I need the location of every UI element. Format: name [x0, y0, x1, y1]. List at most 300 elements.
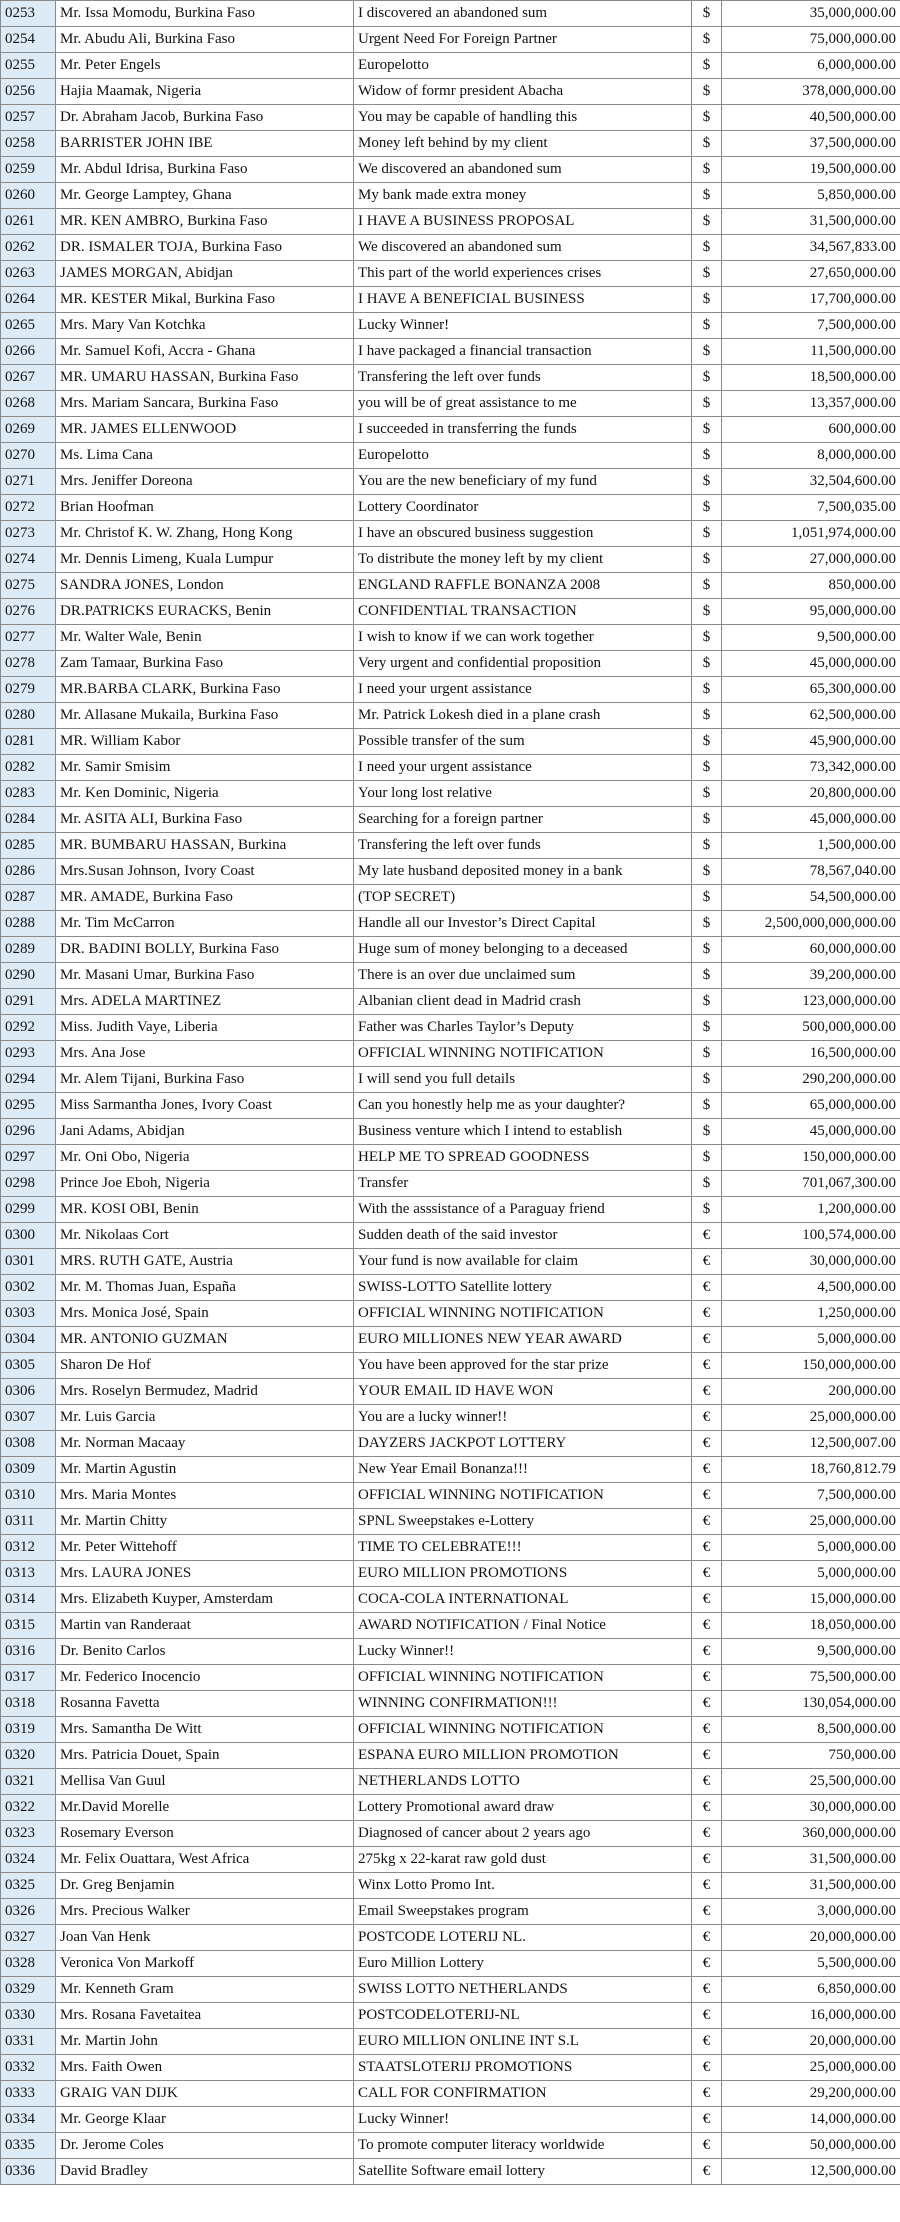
amount-cell: 850,000.00	[722, 573, 900, 599]
subject-cell: Lottery Promotional award draw	[354, 1795, 692, 1821]
subject-cell: YOUR EMAIL ID HAVE WON	[354, 1379, 692, 1405]
amount-cell: 50,000,000.00	[722, 2133, 900, 2159]
subject-cell: Email Sweepstakes program	[354, 1899, 692, 1925]
table-row	[1, 79, 900, 105]
amount-cell: 75,000,000.00	[722, 27, 900, 53]
amount-cell: 123,000,000.00	[722, 989, 900, 1015]
row-id-cell: 0298	[1, 1171, 56, 1197]
amount-cell: 39,200,000.00	[722, 963, 900, 989]
row-id-cell: 0273	[1, 521, 56, 547]
table-body	[1, 1, 900, 2185]
amount-cell: 500,000,000.00	[722, 1015, 900, 1041]
currency-cell: $	[692, 963, 722, 989]
subject-cell: Business venture which I intend to establish	[354, 1119, 692, 1145]
subject-cell: POSTCODELOTERIJ-NL	[354, 2003, 692, 2029]
currency-cell: $	[692, 131, 722, 157]
sender-name-cell: Zam Tamaar, Burkina Faso	[56, 651, 354, 677]
amount-cell: 12,500,000.00	[722, 2159, 900, 2185]
table-row	[1, 1353, 900, 1379]
currency-cell: $	[692, 521, 722, 547]
sender-name-cell: Mr. Dennis Limeng, Kuala Lumpur	[56, 547, 354, 573]
table-row	[1, 833, 900, 859]
amount-cell: 750,000.00	[722, 1743, 900, 1769]
amount-cell: 20,800,000.00	[722, 781, 900, 807]
amount-cell: 1,051,974,000.00	[722, 521, 900, 547]
table-row	[1, 1093, 900, 1119]
row-id-cell: 0284	[1, 807, 56, 833]
currency-cell: €	[692, 1691, 722, 1717]
table-row	[1, 781, 900, 807]
row-id-cell: 0334	[1, 2107, 56, 2133]
sender-name-cell: Mr. George Lamptey, Ghana	[56, 183, 354, 209]
table-row	[1, 1431, 900, 1457]
sender-name-cell: SANDRA JONES, London	[56, 573, 354, 599]
table-row	[1, 2107, 900, 2133]
sender-name-cell: Mr. Christof K. W. Zhang, Hong Kong	[56, 521, 354, 547]
row-id-cell: 0281	[1, 729, 56, 755]
amount-cell: 8,000,000.00	[722, 443, 900, 469]
row-id-cell: 0306	[1, 1379, 56, 1405]
currency-cell: $	[692, 365, 722, 391]
row-id-cell: 0253	[1, 1, 56, 27]
amount-cell: 65,000,000.00	[722, 1093, 900, 1119]
currency-cell: €	[692, 2133, 722, 2159]
subject-cell: We discovered an abandoned sum	[354, 157, 692, 183]
currency-cell: $	[692, 1197, 722, 1223]
currency-cell: $	[692, 677, 722, 703]
sender-name-cell: Mrs. Mary Van Kotchka	[56, 313, 354, 339]
table-row	[1, 1899, 900, 1925]
subject-cell: I discovered an abandoned sum	[354, 1, 692, 27]
table-row	[1, 1847, 900, 1873]
row-id-cell: 0327	[1, 1925, 56, 1951]
table-row	[1, 1067, 900, 1093]
subject-cell: ENGLAND RAFFLE BONANZA 2008	[354, 573, 692, 599]
sender-name-cell: Mr. Walter Wale, Benin	[56, 625, 354, 651]
sender-name-cell: Jani Adams, Abidjan	[56, 1119, 354, 1145]
sender-name-cell: MR. ANTONIO GUZMAN	[56, 1327, 354, 1353]
subject-cell: I will send you full details	[354, 1067, 692, 1093]
amount-cell: 25,500,000.00	[722, 1769, 900, 1795]
sender-name-cell: Mrs. Rosana Favetaitea	[56, 2003, 354, 2029]
sender-name-cell: Mrs. Samantha De Witt	[56, 1717, 354, 1743]
amount-cell: 701,067,300.00	[722, 1171, 900, 1197]
row-id-cell: 0318	[1, 1691, 56, 1717]
sender-name-cell: Mr. Peter Engels	[56, 53, 354, 79]
sender-name-cell: Mr. Martin John	[56, 2029, 354, 2055]
sender-name-cell: Mrs. Roselyn Bermudez, Madrid	[56, 1379, 354, 1405]
table-row	[1, 1457, 900, 1483]
table-row	[1, 1769, 900, 1795]
currency-cell: €	[692, 2003, 722, 2029]
currency-cell: $	[692, 781, 722, 807]
sender-name-cell: Mr. ASITA ALI, Burkina Faso	[56, 807, 354, 833]
sender-name-cell: Prince Joe Eboh, Nigeria	[56, 1171, 354, 1197]
currency-cell: €	[692, 1873, 722, 1899]
currency-cell: €	[692, 1223, 722, 1249]
row-id-cell: 0325	[1, 1873, 56, 1899]
currency-cell: $	[692, 53, 722, 79]
table-row	[1, 209, 900, 235]
table-row	[1, 1795, 900, 1821]
table-row	[1, 703, 900, 729]
row-id-cell: 0291	[1, 989, 56, 1015]
table-row	[1, 2055, 900, 2081]
currency-cell: €	[692, 1431, 722, 1457]
row-id-cell: 0268	[1, 391, 56, 417]
table-row	[1, 1665, 900, 1691]
row-id-cell: 0307	[1, 1405, 56, 1431]
sender-name-cell: Joan Van Henk	[56, 1925, 354, 1951]
currency-cell: €	[692, 1353, 722, 1379]
currency-cell: €	[692, 2159, 722, 2185]
row-id-cell: 0265	[1, 313, 56, 339]
row-id-cell: 0328	[1, 1951, 56, 1977]
row-id-cell: 0257	[1, 105, 56, 131]
table-row	[1, 1925, 900, 1951]
currency-cell: €	[692, 1405, 722, 1431]
amount-cell: 78,567,040.00	[722, 859, 900, 885]
table-row	[1, 547, 900, 573]
row-id-cell: 0300	[1, 1223, 56, 1249]
table-row	[1, 1509, 900, 1535]
subject-cell: OFFICIAL WINNING NOTIFICATION	[354, 1041, 692, 1067]
amount-cell: 95,000,000.00	[722, 599, 900, 625]
table-row	[1, 339, 900, 365]
currency-cell: $	[692, 833, 722, 859]
table-row	[1, 2081, 900, 2107]
currency-cell: $	[692, 313, 722, 339]
currency-cell: $	[692, 989, 722, 1015]
subject-cell: OFFICIAL WINNING NOTIFICATION	[354, 1301, 692, 1327]
amount-cell: 8,500,000.00	[722, 1717, 900, 1743]
sender-name-cell: Veronica Von Markoff	[56, 1951, 354, 1977]
table-row	[1, 469, 900, 495]
subject-cell: Possible transfer of the sum	[354, 729, 692, 755]
amount-cell: 31,500,000.00	[722, 1873, 900, 1899]
currency-cell: $	[692, 339, 722, 365]
row-id-cell: 0256	[1, 79, 56, 105]
sender-name-cell: Sharon De Hof	[56, 1353, 354, 1379]
sender-name-cell: MR. KEN AMBRO, Burkina Faso	[56, 209, 354, 235]
subject-cell: To promote computer literacy worldwide	[354, 2133, 692, 2159]
currency-cell: €	[692, 1587, 722, 1613]
row-id-cell: 0277	[1, 625, 56, 651]
row-id-cell: 0317	[1, 1665, 56, 1691]
currency-cell: $	[692, 1041, 722, 1067]
currency-cell: €	[692, 2107, 722, 2133]
subject-cell: CONFIDENTIAL TRANSACTION	[354, 599, 692, 625]
subject-cell: Satellite Software email lottery	[354, 2159, 692, 2185]
amount-cell: 18,050,000.00	[722, 1613, 900, 1639]
subject-cell: Transfering the left over funds	[354, 365, 692, 391]
row-id-cell: 0322	[1, 1795, 56, 1821]
subject-cell: Europelotto	[354, 443, 692, 469]
currency-cell: $	[692, 1093, 722, 1119]
amount-cell: 11,500,000.00	[722, 339, 900, 365]
amount-cell: 34,567,833.00	[722, 235, 900, 261]
currency-cell: $	[692, 885, 722, 911]
row-id-cell: 0315	[1, 1613, 56, 1639]
subject-cell: My bank made extra money	[354, 183, 692, 209]
row-id-cell: 0262	[1, 235, 56, 261]
amount-cell: 200,000.00	[722, 1379, 900, 1405]
subject-cell: DAYZERS JACKPOT LOTTERY	[354, 1431, 692, 1457]
currency-cell: €	[692, 2081, 722, 2107]
currency-cell: $	[692, 1, 722, 27]
sender-name-cell: Mr. M. Thomas Juan, España	[56, 1275, 354, 1301]
currency-cell: €	[692, 1743, 722, 1769]
sender-name-cell: BARRISTER JOHN IBE	[56, 131, 354, 157]
subject-cell: I HAVE A BUSINESS PROPOSAL	[354, 209, 692, 235]
sender-name-cell: Mrs. Faith Owen	[56, 2055, 354, 2081]
currency-cell: €	[692, 1639, 722, 1665]
amount-cell: 600,000.00	[722, 417, 900, 443]
table-row	[1, 989, 900, 1015]
currency-cell: $	[692, 391, 722, 417]
row-id-cell: 0333	[1, 2081, 56, 2107]
table-row	[1, 1275, 900, 1301]
amount-cell: 45,000,000.00	[722, 1119, 900, 1145]
amount-cell: 15,000,000.00	[722, 1587, 900, 1613]
sender-name-cell: Mr. Samuel Kofi, Accra - Ghana	[56, 339, 354, 365]
amount-cell: 14,000,000.00	[722, 2107, 900, 2133]
amount-cell: 35,000,000.00	[722, 1, 900, 27]
row-id-cell: 0293	[1, 1041, 56, 1067]
row-id-cell: 0310	[1, 1483, 56, 1509]
subject-cell: Widow of formr president Abacha	[354, 79, 692, 105]
amount-cell: 7,500,000.00	[722, 1483, 900, 1509]
amount-cell: 37,500,000.00	[722, 131, 900, 157]
subject-cell: Mr. Patrick Lokesh died in a plane crash	[354, 703, 692, 729]
amount-cell: 40,500,000.00	[722, 105, 900, 131]
subject-cell: I need your urgent assistance	[354, 755, 692, 781]
table-row	[1, 1587, 900, 1613]
currency-cell: $	[692, 625, 722, 651]
row-id-cell: 0294	[1, 1067, 56, 1093]
table-row	[1, 391, 900, 417]
sender-name-cell: Martin van Randeraat	[56, 1613, 354, 1639]
table-row	[1, 1405, 900, 1431]
sender-name-cell: MR. KESTER Mikal, Burkina Faso	[56, 287, 354, 313]
row-id-cell: 0279	[1, 677, 56, 703]
amount-cell: 30,000,000.00	[722, 1795, 900, 1821]
currency-cell: €	[692, 1561, 722, 1587]
sender-name-cell: DR. BADINI BOLLY, Burkina Faso	[56, 937, 354, 963]
currency-cell: $	[692, 235, 722, 261]
amount-cell: 29,200,000.00	[722, 2081, 900, 2107]
currency-cell: $	[692, 209, 722, 235]
currency-cell: €	[692, 1977, 722, 2003]
amount-cell: 27,650,000.00	[722, 261, 900, 287]
row-id-cell: 0330	[1, 2003, 56, 2029]
subject-cell: Europelotto	[354, 53, 692, 79]
sender-name-cell: MR.BARBA CLARK, Burkina Faso	[56, 677, 354, 703]
sender-name-cell: Mr. Abdul Idrisa, Burkina Faso	[56, 157, 354, 183]
sender-name-cell: David Bradley	[56, 2159, 354, 2185]
currency-cell: $	[692, 417, 722, 443]
amount-cell: 360,000,000.00	[722, 1821, 900, 1847]
subject-cell: EURO MILLION ONLINE INT S.L	[354, 2029, 692, 2055]
table-row	[1, 1873, 900, 1899]
currency-cell: $	[692, 911, 722, 937]
sender-name-cell: Rosemary Everson	[56, 1821, 354, 1847]
sender-name-cell: Mr.David Morelle	[56, 1795, 354, 1821]
currency-cell: $	[692, 443, 722, 469]
row-id-cell: 0336	[1, 2159, 56, 2185]
amount-cell: 9,500,000.00	[722, 1639, 900, 1665]
currency-cell: €	[692, 1769, 722, 1795]
amount-cell: 1,200,000.00	[722, 1197, 900, 1223]
subject-cell: I succeeded in transferring the funds	[354, 417, 692, 443]
subject-cell: OFFICIAL WINNING NOTIFICATION	[354, 1717, 692, 1743]
table-row	[1, 1483, 900, 1509]
currency-cell: €	[692, 1795, 722, 1821]
table-row	[1, 1379, 900, 1405]
row-id-cell: 0286	[1, 859, 56, 885]
row-id-cell: 0274	[1, 547, 56, 573]
table-row	[1, 963, 900, 989]
subject-cell: I have packaged a financial transaction	[354, 339, 692, 365]
row-id-cell: 0324	[1, 1847, 56, 1873]
amount-cell: 7,500,035.00	[722, 495, 900, 521]
sender-name-cell: MR. UMARU HASSAN, Burkina Faso	[56, 365, 354, 391]
row-id-cell: 0321	[1, 1769, 56, 1795]
amount-cell: 65,300,000.00	[722, 677, 900, 703]
sender-name-cell: Mr. Masani Umar, Burkina Faso	[56, 963, 354, 989]
table-row	[1, 1743, 900, 1769]
amount-cell: 54,500,000.00	[722, 885, 900, 911]
currency-cell: $	[692, 105, 722, 131]
currency-cell: $	[692, 573, 722, 599]
amount-cell: 27,000,000.00	[722, 547, 900, 573]
sender-name-cell: Mrs. Monica José, Spain	[56, 1301, 354, 1327]
currency-cell: $	[692, 937, 722, 963]
table-row	[1, 573, 900, 599]
row-id-cell: 0280	[1, 703, 56, 729]
table-row	[1, 1301, 900, 1327]
currency-cell: $	[692, 79, 722, 105]
currency-cell: €	[692, 2055, 722, 2081]
amount-cell: 150,000,000.00	[722, 1145, 900, 1171]
subject-cell: Father was Charles Taylor’s Deputy	[354, 1015, 692, 1041]
table-row	[1, 313, 900, 339]
row-id-cell: 0297	[1, 1145, 56, 1171]
table-row	[1, 417, 900, 443]
amount-cell: 5,000,000.00	[722, 1535, 900, 1561]
amount-cell: 25,000,000.00	[722, 2055, 900, 2081]
row-id-cell: 0258	[1, 131, 56, 157]
table-row	[1, 1327, 900, 1353]
table-row	[1, 1197, 900, 1223]
amount-cell: 5,500,000.00	[722, 1951, 900, 1977]
table-row	[1, 651, 900, 677]
sender-name-cell: MR. JAMES ELLENWOOD	[56, 417, 354, 443]
amount-cell: 7,500,000.00	[722, 313, 900, 339]
row-id-cell: 0282	[1, 755, 56, 781]
sender-name-cell: Mrs. Maria Montes	[56, 1483, 354, 1509]
table-row	[1, 677, 900, 703]
row-id-cell: 0278	[1, 651, 56, 677]
subject-cell: SPNL Sweepstakes e-Lottery	[354, 1509, 692, 1535]
amount-cell: 16,500,000.00	[722, 1041, 900, 1067]
table-row	[1, 2159, 900, 2185]
subject-cell: Can you honestly help me as your daughter?	[354, 1093, 692, 1119]
sender-name-cell: Mr. Alem Tijani, Burkina Faso	[56, 1067, 354, 1093]
table-row	[1, 1171, 900, 1197]
amount-cell: 5,000,000.00	[722, 1327, 900, 1353]
subject-cell: Money left behind by my client	[354, 131, 692, 157]
row-id-cell: 0263	[1, 261, 56, 287]
sender-name-cell: MRS. RUTH GATE, Austria	[56, 1249, 354, 1275]
table-row	[1, 1613, 900, 1639]
table-row	[1, 1223, 900, 1249]
sender-name-cell: Mrs. ADELA MARTINEZ	[56, 989, 354, 1015]
row-id-cell: 0288	[1, 911, 56, 937]
amount-cell: 100,574,000.00	[722, 1223, 900, 1249]
currency-cell: $	[692, 1067, 722, 1093]
currency-cell: €	[692, 1457, 722, 1483]
amount-cell: 6,000,000.00	[722, 53, 900, 79]
currency-cell: €	[692, 1249, 722, 1275]
sender-name-cell: Mr. Oni Obo, Nigeria	[56, 1145, 354, 1171]
row-id-cell: 0304	[1, 1327, 56, 1353]
table-row	[1, 183, 900, 209]
subject-cell: Lucky Winner!	[354, 313, 692, 339]
table-row	[1, 53, 900, 79]
subject-cell: OFFICIAL WINNING NOTIFICATION	[354, 1665, 692, 1691]
row-id-cell: 0259	[1, 157, 56, 183]
sender-name-cell: MR. AMADE, Burkina Faso	[56, 885, 354, 911]
subject-cell: AWARD NOTIFICATION / Final Notice	[354, 1613, 692, 1639]
currency-cell: $	[692, 547, 722, 573]
table-row	[1, 1951, 900, 1977]
currency-cell: €	[692, 1899, 722, 1925]
amount-cell: 25,000,000.00	[722, 1509, 900, 1535]
row-id-cell: 0255	[1, 53, 56, 79]
row-id-cell: 0296	[1, 1119, 56, 1145]
currency-cell: €	[692, 2029, 722, 2055]
amount-cell: 12,500,007.00	[722, 1431, 900, 1457]
row-id-cell: 0260	[1, 183, 56, 209]
sender-name-cell: Dr. Greg Benjamin	[56, 1873, 354, 1899]
sender-name-cell: MR. William Kabor	[56, 729, 354, 755]
sender-name-cell: Mr. Kenneth Gram	[56, 1977, 354, 2003]
currency-cell: $	[692, 729, 722, 755]
amount-cell: 31,500,000.00	[722, 209, 900, 235]
sender-name-cell: Mr. Issa Momodu, Burkina Faso	[56, 1, 354, 27]
table-row	[1, 443, 900, 469]
sender-name-cell: Mrs. Ana Jose	[56, 1041, 354, 1067]
currency-cell: €	[692, 1951, 722, 1977]
subject-cell: (TOP SECRET)	[354, 885, 692, 911]
amount-cell: 290,200,000.00	[722, 1067, 900, 1093]
subject-cell: POSTCODE LOTERIJ NL.	[354, 1925, 692, 1951]
sender-name-cell: Mr. George Klaar	[56, 2107, 354, 2133]
currency-cell: $	[692, 469, 722, 495]
sender-name-cell: Brian Hoofman	[56, 495, 354, 521]
currency-cell: €	[692, 1821, 722, 1847]
subject-cell: You may be capable of handling this	[354, 105, 692, 131]
currency-cell: $	[692, 1119, 722, 1145]
row-id-cell: 0301	[1, 1249, 56, 1275]
row-id-cell: 0261	[1, 209, 56, 235]
currency-cell: $	[692, 157, 722, 183]
sender-name-cell: Mr. Federico Inocencio	[56, 1665, 354, 1691]
sender-name-cell: Mrs. Elizabeth Kuyper, Amsterdam	[56, 1587, 354, 1613]
subject-cell: Your fund is now available for claim	[354, 1249, 692, 1275]
row-id-cell: 0299	[1, 1197, 56, 1223]
